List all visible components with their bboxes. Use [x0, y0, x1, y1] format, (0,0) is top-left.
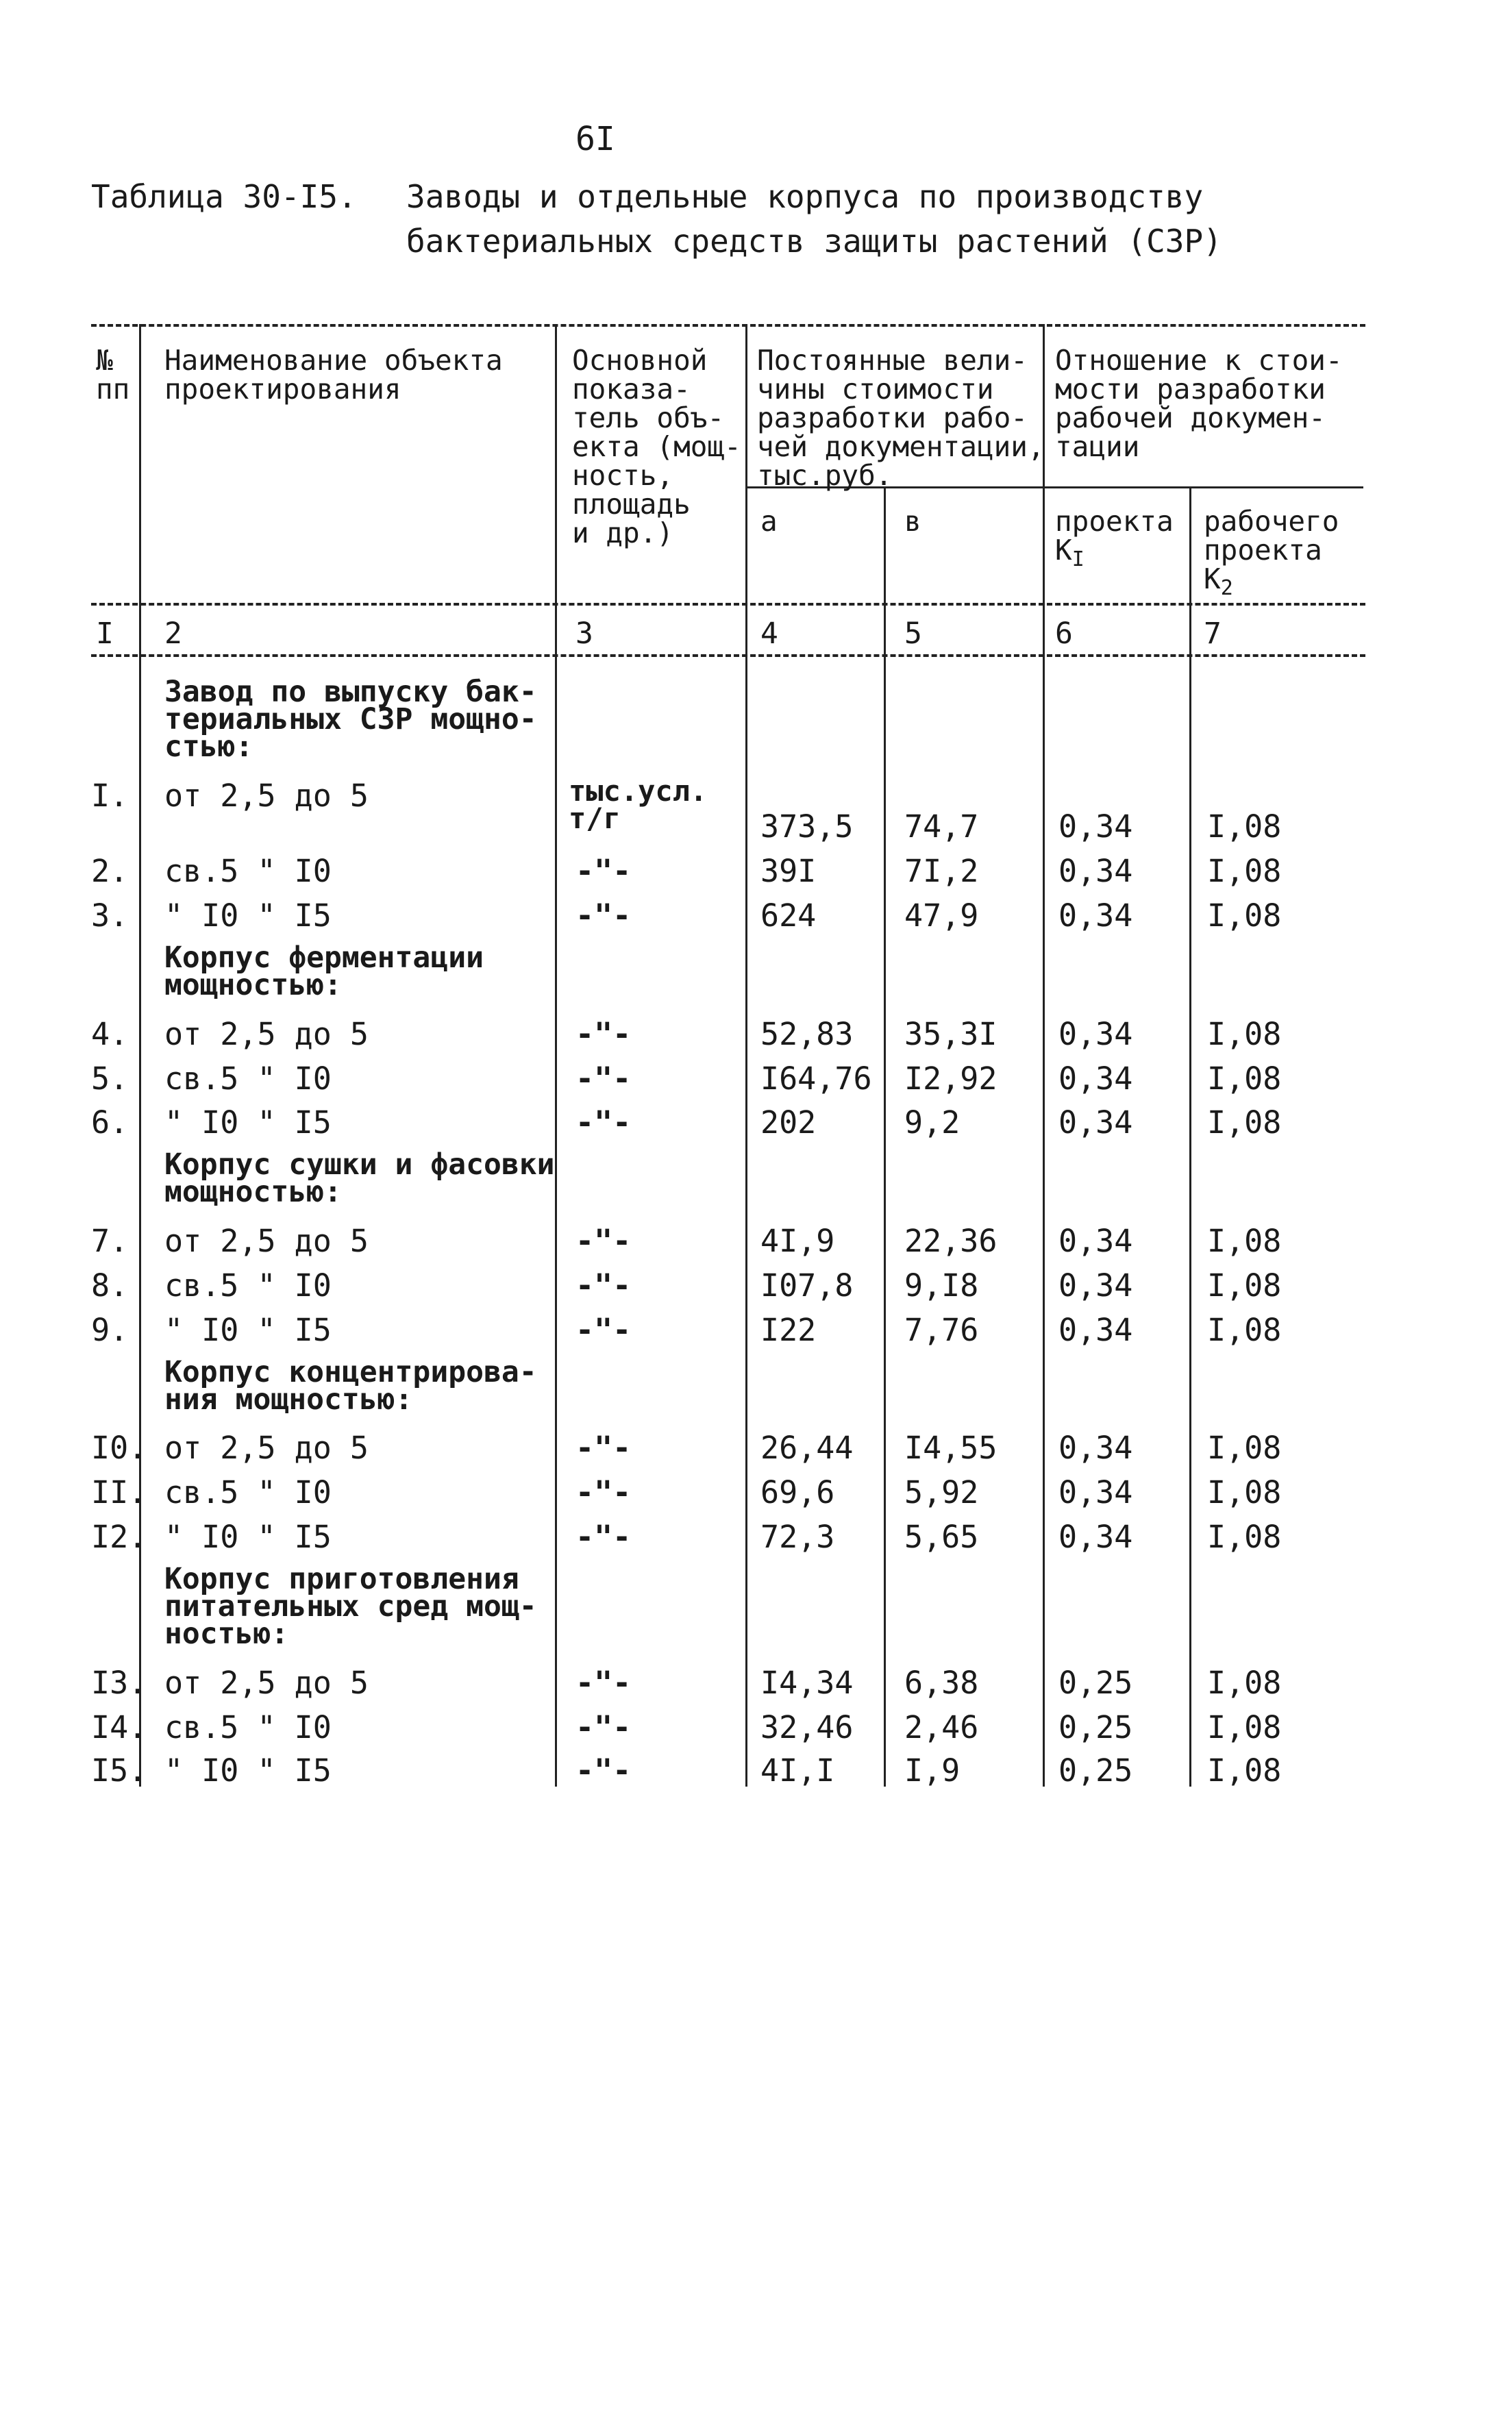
row-name: " I0 " I5	[164, 1312, 332, 1348]
row-b: 35,3I	[904, 1016, 997, 1052]
row-k2: I,08	[1207, 1474, 1282, 1511]
row-a: 52,83	[760, 1016, 854, 1052]
row-unit: -"-	[575, 853, 632, 889]
header-col-k1: проекта $К_I$	[1055, 505, 1174, 572]
row-no: I5.	[91, 1752, 147, 1789]
col-divider-5	[1043, 324, 1045, 1787]
row-k2: I,08	[1207, 1752, 1282, 1789]
row-unit: -"-	[575, 1665, 632, 1701]
row-k1: 0,34	[1058, 1016, 1133, 1052]
row-k1: 0,34	[1058, 1267, 1133, 1304]
row-k1: 0,34	[1058, 808, 1133, 845]
row-b: 9,I8	[904, 1267, 979, 1304]
row-no: I2.	[91, 1519, 147, 1555]
row-no: 5.	[91, 1060, 129, 1097]
row-name: от 2,5 до 5	[164, 1430, 369, 1466]
row-a: 26,44	[760, 1430, 854, 1466]
row-unit: -"-	[575, 1430, 632, 1466]
row-k1: 0,34	[1058, 1060, 1133, 1097]
row-name: " I0 " I5	[164, 1752, 332, 1789]
row-no: 7.	[91, 1223, 129, 1259]
row-a: I07,8	[760, 1267, 854, 1304]
row-k1: 0,34	[1058, 1430, 1133, 1466]
row-unit: -"-	[575, 1016, 632, 1052]
group-title: Корпус ферментации мощностью:	[164, 941, 484, 1002]
header-col-k2: рабочего проекта $К_2$	[1204, 505, 1339, 601]
row-unit: тыс.усл. т/г	[569, 774, 708, 835]
header-col-no: № пп	[96, 344, 130, 406]
row-k2: I,08	[1207, 1016, 1282, 1052]
row-no: I4.	[91, 1709, 147, 1746]
row-name: " I0 " I5	[164, 1104, 332, 1141]
group-title: Корпус сушки и фасовки мощностью:	[164, 1147, 555, 1209]
row-name: от 2,5 до 5	[164, 778, 369, 814]
row-b: 7,76	[904, 1312, 979, 1348]
header-col-cost: Постоянные вели- чины стоимости разработки рабо- чей документации, тыс.руб.	[757, 344, 1045, 492]
row-k1: 0,34	[1058, 1474, 1133, 1511]
row-a: I64,76	[760, 1060, 872, 1097]
row-k2: I,08	[1207, 1430, 1282, 1466]
row-name: от 2,5 до 5	[164, 1665, 369, 1701]
row-name: св.5 " I0	[164, 853, 332, 889]
row-b: I,9	[904, 1752, 961, 1789]
header-bottom-rule	[91, 603, 1365, 606]
table-top-rule	[91, 324, 1365, 327]
row-name: от 2,5 до 5	[164, 1016, 369, 1052]
table-title-line2: бактериальных средств защиты растений (СЗР)	[406, 223, 1222, 260]
colnum-4: 4	[760, 617, 778, 651]
row-b: 22,36	[904, 1223, 997, 1259]
row-a: 39I	[760, 853, 817, 889]
colnum-5: 5	[904, 617, 922, 651]
row-k1: 0,34	[1058, 1223, 1133, 1259]
row-no: 2.	[91, 853, 129, 889]
row-name: " I0 " I5	[164, 897, 332, 934]
row-name: св.5 " I0	[164, 1474, 332, 1511]
row-name: " I0 " I5	[164, 1519, 332, 1555]
col-divider-6	[1189, 486, 1191, 1787]
group-title: Корпус концентрирова- ния мощностью:	[164, 1355, 537, 1417]
row-no: 6.	[91, 1104, 129, 1141]
row-k2: I,08	[1207, 897, 1282, 934]
header-col-indicator: Основной показа- тель объ- екта (мощ- ность, площадь и др.)	[572, 344, 741, 549]
colnum-bottom-rule	[91, 654, 1365, 657]
row-unit: -"-	[575, 897, 632, 934]
col-divider-4	[884, 486, 886, 1787]
table-title-line1: Заводы и отдельные корпуса по производству	[406, 178, 1204, 215]
row-a: I22	[760, 1312, 817, 1348]
group-title: Корпус приготовления питательных сред мощ- ностью:	[164, 1562, 537, 1651]
row-k2: I,08	[1207, 1267, 1282, 1304]
row-unit: -"-	[575, 1474, 632, 1511]
header-col-ratio: Отношение к стои- мости разработки рабочей докумен- тации	[1055, 344, 1343, 463]
row-k2: I,08	[1207, 853, 1282, 889]
row-unit: -"-	[575, 1223, 632, 1259]
row-k2: I,08	[1207, 808, 1282, 845]
row-unit: -"-	[575, 1519, 632, 1555]
row-k2: I,08	[1207, 1223, 1282, 1259]
row-b: 5,92	[904, 1474, 979, 1511]
row-b: 2,46	[904, 1709, 979, 1746]
row-a: 4I,9	[760, 1223, 835, 1259]
row-b: 5,65	[904, 1519, 979, 1555]
row-k1: 0,25	[1058, 1752, 1133, 1789]
colnum-2: 2	[164, 617, 182, 651]
row-a: 373,5	[760, 808, 854, 845]
row-no: I3.	[91, 1665, 147, 1701]
row-k1: 0,34	[1058, 1312, 1133, 1348]
row-no: I0.	[91, 1430, 147, 1466]
row-no: 3.	[91, 897, 129, 934]
row-unit: -"-	[575, 1104, 632, 1141]
row-k1: 0,34	[1058, 1104, 1133, 1141]
row-a: 4I,I	[760, 1752, 835, 1789]
colnum-6: 6	[1055, 617, 1073, 651]
row-k1: 0,25	[1058, 1709, 1133, 1746]
row-a: 624	[760, 897, 817, 934]
colnum-1: I	[96, 617, 114, 651]
row-b: I4,55	[904, 1430, 997, 1466]
row-k1: 0,34	[1058, 1519, 1133, 1555]
row-no: II.	[91, 1474, 147, 1511]
row-k2: I,08	[1207, 1665, 1282, 1701]
row-k2: I,08	[1207, 1060, 1282, 1097]
row-name: св.5 " I0	[164, 1060, 332, 1097]
row-a: 32,46	[760, 1709, 854, 1746]
col-divider-3	[745, 324, 747, 1787]
group-title: Завод по выпуску бак- териальных СЗР мощно- стью:	[164, 675, 537, 764]
row-a: 202	[760, 1104, 817, 1141]
row-name: от 2,5 до 5	[164, 1223, 369, 1259]
header-col-b: в	[904, 505, 921, 538]
col-divider-2	[555, 324, 557, 1787]
row-k2: I,08	[1207, 1312, 1282, 1348]
row-a: I4,34	[760, 1665, 854, 1701]
row-no: 8.	[91, 1267, 129, 1304]
row-no: I.	[91, 778, 129, 814]
row-b: 47,9	[904, 897, 979, 934]
row-k2: I,08	[1207, 1104, 1282, 1141]
row-unit: -"-	[575, 1267, 632, 1304]
row-k2: I,08	[1207, 1519, 1282, 1555]
row-b: 7I,2	[904, 853, 979, 889]
header-col-name: Наименование объекта проектирования	[164, 344, 503, 406]
page-number: 6I	[575, 120, 615, 158]
row-name: св.5 " I0	[164, 1709, 332, 1746]
row-unit: -"-	[575, 1709, 632, 1746]
row-unit: -"-	[575, 1060, 632, 1097]
table-label: Таблица 30-I5.	[91, 178, 357, 215]
row-b: 74,7	[904, 808, 979, 845]
col-divider-1	[139, 324, 141, 1787]
colnum-3: 3	[575, 617, 593, 651]
header-col-a: а	[760, 505, 778, 538]
row-a: 72,3	[760, 1519, 835, 1555]
row-k2: I,08	[1207, 1709, 1282, 1746]
row-b: 9,2	[904, 1104, 961, 1141]
colnum-7: 7	[1204, 617, 1222, 651]
row-b: 6,38	[904, 1665, 979, 1701]
row-a: 69,6	[760, 1474, 835, 1511]
row-unit: -"-	[575, 1312, 632, 1348]
row-k1: 0,34	[1058, 897, 1133, 934]
row-no: 9.	[91, 1312, 129, 1348]
row-k1: 0,34	[1058, 853, 1133, 889]
row-no: 4.	[91, 1016, 129, 1052]
row-name: св.5 " I0	[164, 1267, 332, 1304]
row-b: I2,92	[904, 1060, 997, 1097]
row-k1: 0,25	[1058, 1665, 1133, 1701]
row-unit: -"-	[575, 1752, 632, 1789]
